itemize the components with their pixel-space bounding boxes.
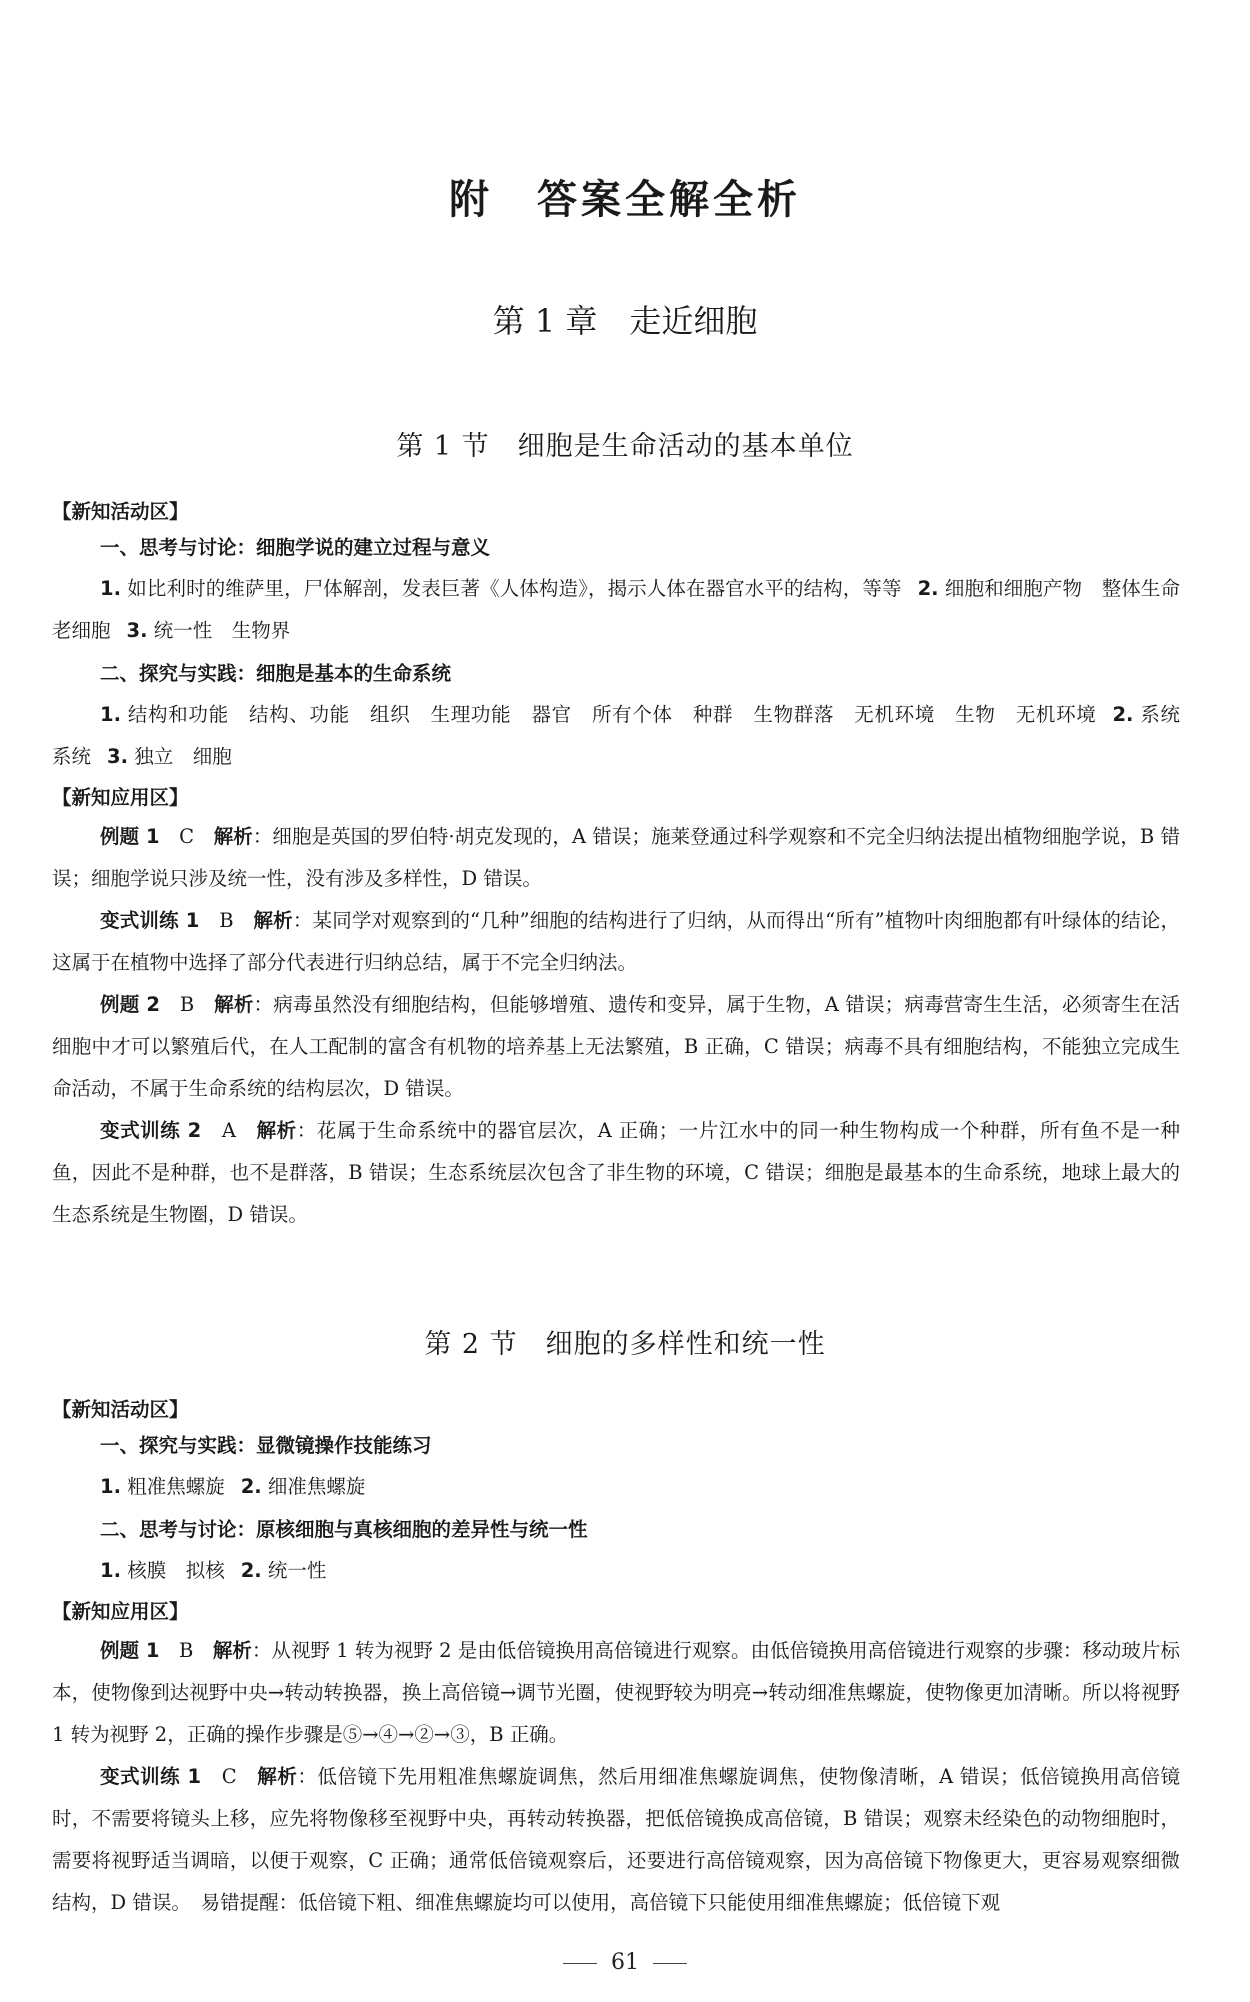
page-title: 附 答案全解全析 [449,176,801,223]
question-item: 变式训练 1 B 解析：某同学对观察到的“几种”细胞的结构进行了归纳，从而得出“所有”植物叶肉细胞都有叶绿体的结论，这属于在植物中选择了部分代表进行归纳总结，属于不完全归纳法。 [52,909,1180,974]
question-item: 变式训练 1 C 解析：低倍镜下先用粗准焦螺旋调焦，然后用细准焦螺旋调焦，使物像清晰，A 错误；低倍镜换用高倍镜时，不需要将镜头上移，应先将物像移至视野中央，再转动转换器，把低倍镜换成高倍镜，B 错误；观察未经染色的动物细胞时，需要将视野适当调暗，以便于观察，C 正确；通常低倍镜观察后，还要进行高倍镜观察，因为高倍镜下物像更大，更容易观察细微结构，D 错误。 易错提醒：低倍镜下粗、细准焦螺旋均可以使用，高倍镜下只能使用细准焦螺旋；低倍镜下观 [52,1765,1180,1914]
error-tip-label: 易错提醒 [200,1891,279,1914]
subheading: 二、思考与讨论：原核细胞与真核细胞的差异性与统一性 [100,1518,588,1541]
apply-tag: 【新知应用区】 [52,786,189,809]
section-2-body [52,1390,1180,1924]
page-number: 61 [611,1950,639,1975]
chapter-title: 第 1 章 走近细胞 [492,302,758,340]
error-tip-text: ：低倍镜下粗、细准焦螺旋均可以使用，高倍镜下只能使用细准焦螺旋；低倍镜下观 [278,1891,1001,1914]
question-item: 例题 1 B 解析：从视野 1 转为视野 2 是由低倍镜换用高倍镜进行观察。由低倍镜换用高倍镜进行观察的步骤：移动玻片标本，使物像到达视野中央→转动转换器，换上高倍镜→调节光圈，使视野较为明亮→转动细准焦螺旋，使物像更加清晰。所以将视野 1 转为视野 2，正确的操作步骤是⑤→④→②→③，B 正确。 [52,1639,1180,1746]
answer-paragraph: 1. 如比利时的维萨里，尸体解剖，发表巨著《人体构造》，揭示人体在器官水平的结构，等等 2. 细胞和细胞产物 整体生命 老细胞 3. 统一性 生物界 [52,577,1200,642]
subheading: 一、思考与讨论：细胞学说的建立过程与意义 [100,536,491,559]
section-2-heading: 第 2 节 细胞的多样性和统一性 [424,1329,826,1360]
section-1-heading: 第 1 节 细胞是生命活动的基本单位 [396,431,854,462]
subheading: 一、探究与实践：显微镜操作技能练习 [100,1434,432,1457]
question-item: 例题 2 B 解析：病毒虽然没有细胞结构，但能够增殖、遗传和变异，属于生物，A 错误；病毒营寄生生活，必须寄生在活细胞中才可以繁殖后代，在人工配制的富含有机物的培养基上无法繁殖，B 正确，C 错误；病毒不具有细胞结构，不能独立完成生命活动，不属于生命系统的结构层次，D 错误。 [52,993,1180,1100]
answer-paragraph: 1. 结构和功能 结构、功能 组织 生理功能 器官 所有个体 种群 生物群落 无机环境 生物 无机环境 2. 系统 系统 3. 独立 细胞 [52,703,1200,768]
apply-tag: 【新知应用区】 [52,1600,189,1623]
footer-dash-left [563,1963,597,1964]
footer-dash-right [653,1963,687,1964]
activity-tag: 【新知活动区】 [52,1398,189,1421]
activity-tag: 【新知活动区】 [52,500,189,523]
question-item: 例题 1 C 解析：细胞是英国的罗伯特·胡克发现的，A 错误；施莱登通过科学观察和不完全归纳法提出植物细胞学说，B 错误；细胞学说只涉及统一性，没有涉及多样性，D 错误。 [52,825,1180,890]
section-1-body [52,492,1200,1236]
page-footer [0,1950,1250,1975]
answer-paragraph: 1. 核膜 拟核 2. 统一性 [100,1559,327,1582]
answer-paragraph: 1. 粗准焦螺旋 2. 细准焦螺旋 [100,1475,366,1498]
question-item: 变式训练 2 A 解析：花属于生命系统中的器官层次，A 正确；一片江水中的同一种生物构成一个种群，所有鱼不是一种鱼，因此不是种群，也不是群落，B 错误；生态系统层次包含了非生物的环境，C 错误；细胞是最基本的生命系统，地球上最大的生态系统是生物圈，D 错误。 [52,1119,1180,1226]
subheading: 二、探究与实践：细胞是基本的生命系统 [100,662,452,685]
